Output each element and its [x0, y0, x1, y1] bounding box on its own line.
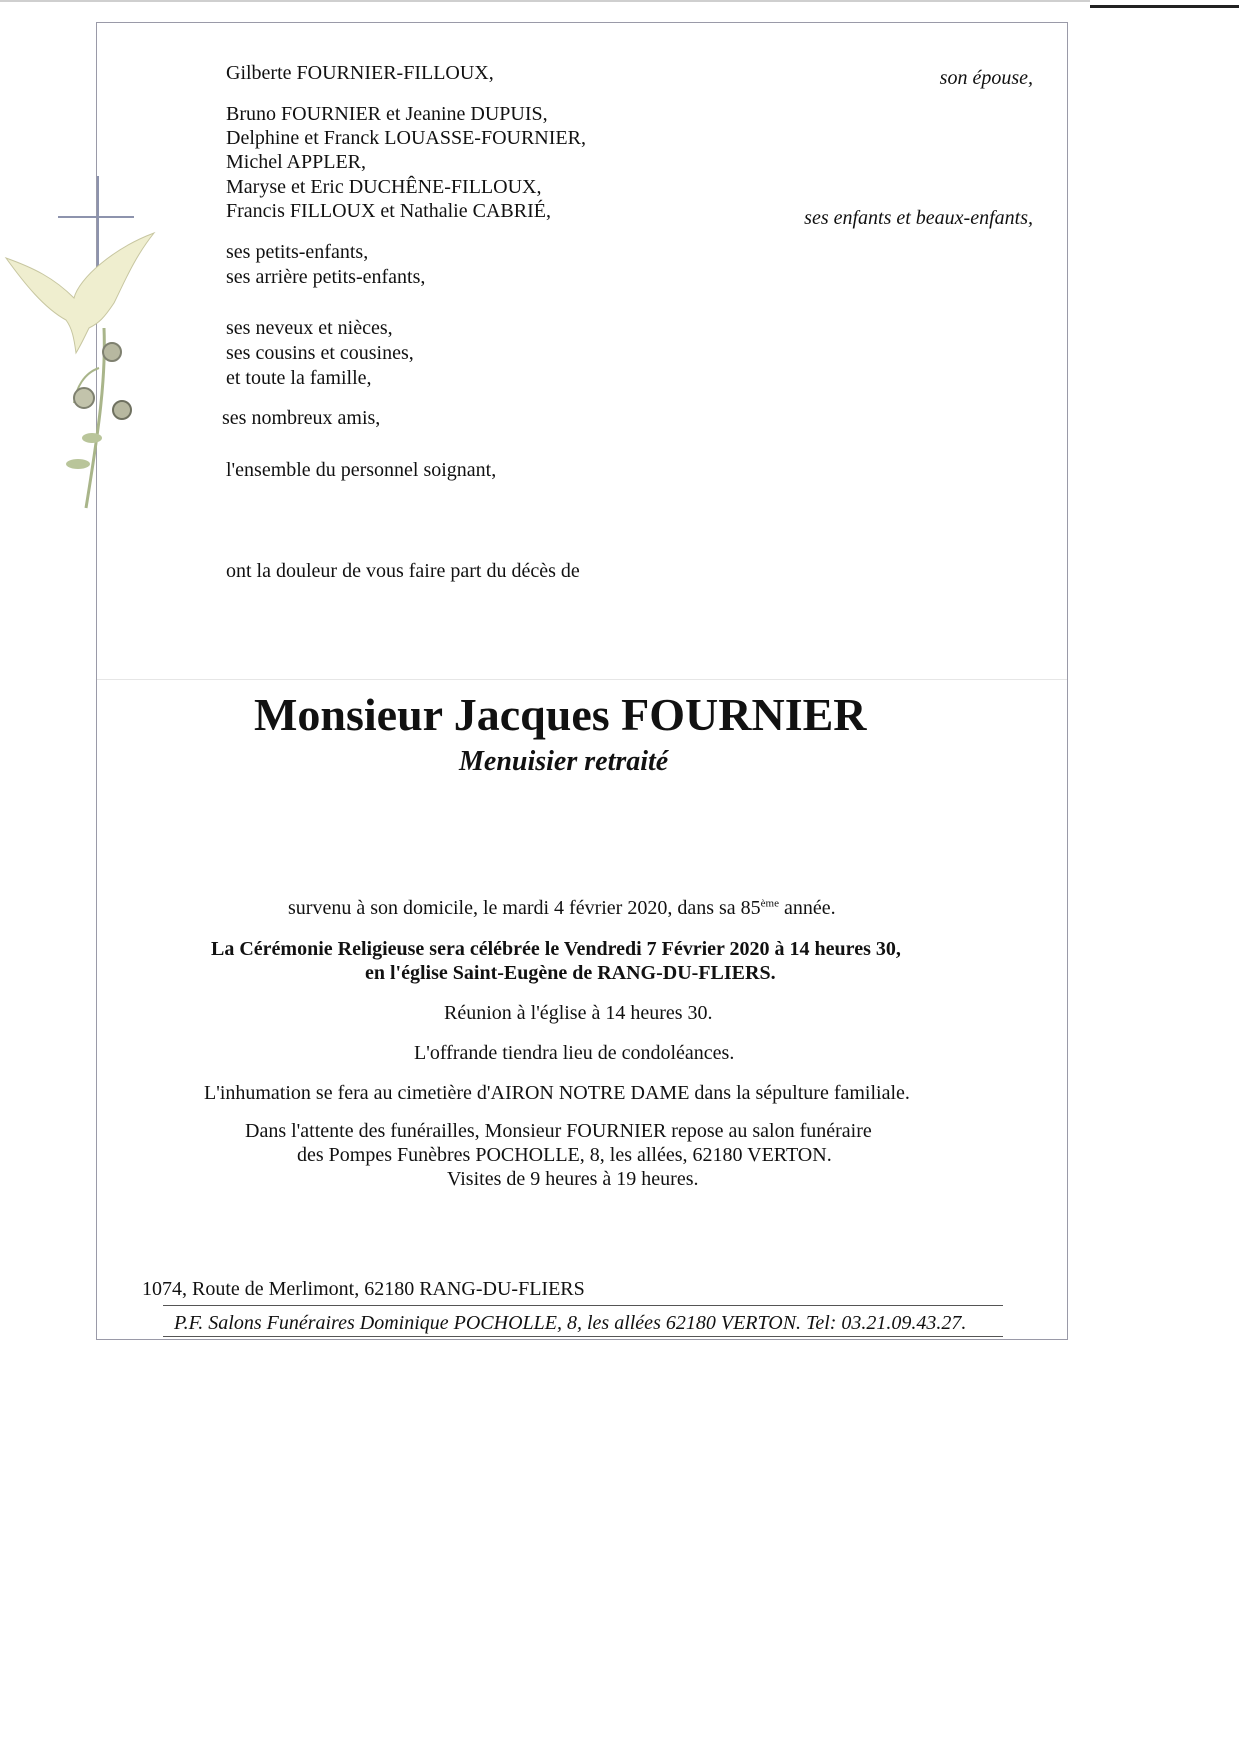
footer-top-rule: [163, 1305, 1003, 1306]
relatives-line: ses cousins et cousines,: [226, 342, 414, 364]
death-info-ordinal: ème: [760, 897, 779, 910]
spouse-name: Gilberte FOURNIER-FILLOUX,: [226, 62, 494, 84]
fold-line: [97, 679, 1067, 680]
child-line: Francis FILLOUX et Nathalie CABRIÉ,: [226, 200, 551, 222]
grandchildren-line: ses arrière petits-enfants,: [226, 266, 426, 288]
ceremony-line: La Cérémonie Religieuse sera célébrée le Vendredi 7 Février 2020 à 14 heures 30,: [211, 938, 901, 960]
scan-edge-mark: [1090, 5, 1239, 8]
children-role: ses enfants et beaux-enfants,: [804, 207, 1033, 229]
scan-edge-line: [0, 0, 1090, 2]
friends-line: ses nombreux amis,: [222, 407, 381, 429]
rest-line: Dans l'attente des funérailles, Monsieur FOURNIER repose au salon funéraire: [245, 1120, 872, 1142]
deceased-occupation: Menuisier retraité: [459, 746, 669, 777]
meeting-line: Réunion à l'église à 14 heures 30.: [444, 1002, 713, 1024]
relatives-line: et toute la famille,: [226, 367, 372, 389]
death-info-text: survenu à son domicile, le mardi 4 février 2020, dans sa 85: [288, 897, 761, 919]
footer-bottom-rule: [163, 1336, 1003, 1337]
visits-line: Visites de 9 heures à 19 heures.: [447, 1168, 699, 1190]
death-info: [288, 896, 836, 920]
cross-icon-bar: [58, 216, 134, 218]
child-line: Bruno FOURNIER et Jeanine DUPUIS,: [226, 103, 548, 125]
burial-line: L'inhumation se fera au cimetière d'AIRON NOTRE DAME dans la sépulture familiale.: [204, 1082, 910, 1104]
rest-line: des Pompes Funèbres POCHOLLE, 8, les allées, 62180 VERTON.: [297, 1144, 832, 1166]
death-info-end: année.: [778, 897, 836, 919]
grandchildren-line: ses petits-enfants,: [226, 241, 369, 263]
child-line: Michel APPLER,: [226, 151, 367, 173]
relatives-line: ses neveux et nièces,: [226, 317, 393, 339]
home-address: 1074, Route de Merlimont, 62180 RANG-DU-FLIERS: [142, 1278, 585, 1300]
ceremony-place: en l'église Saint-Eugène de RANG-DU-FLIERS.: [365, 962, 776, 984]
funeral-home-footer: P.F. Salons Funéraires Dominique POCHOLLE, 8, les allées 62180 VERTON. Tel: 03.21.09.43.27.: [174, 1312, 967, 1334]
offering-line: L'offrande tiendra lieu de condoléances.: [414, 1042, 735, 1064]
deceased-name: Monsieur Jacques FOURNIER: [254, 689, 867, 740]
announcement-line: ont la douleur de vous faire part du décès de: [226, 560, 580, 582]
staff-line: l'ensemble du personnel soignant,: [226, 459, 497, 481]
child-line: Maryse et Eric DUCHÊNE-FILLOUX,: [226, 176, 542, 198]
dove-flower-icon: [4, 228, 174, 518]
child-line: Delphine et Franck LOUASSE-FOURNIER,: [226, 127, 586, 149]
spouse-role: son épouse,: [939, 67, 1033, 89]
